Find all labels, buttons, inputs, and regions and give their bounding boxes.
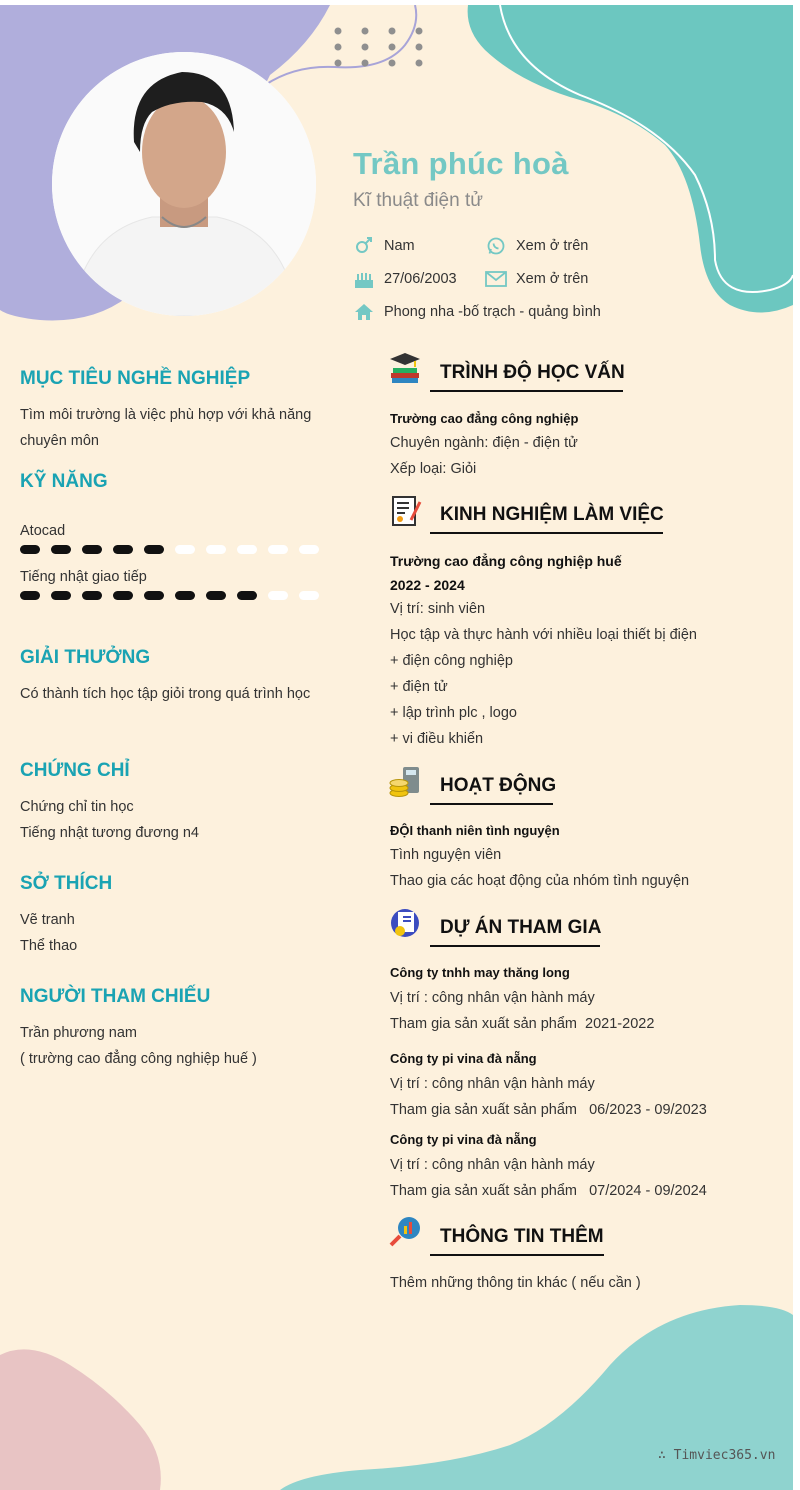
project-company: Công ty tnhh may thăng long: [390, 965, 570, 980]
certificates-heading: CHỨNG CHỈ: [20, 760, 130, 781]
dot-grid-decoration: [330, 25, 430, 75]
education-line: Xếp loại: Giỏi: [390, 461, 477, 477]
chart-search-icon: [389, 1215, 422, 1248]
project-company: Công ty pi vina đà nẵng: [390, 1132, 537, 1147]
reference-name: Trần phương nam: [20, 1025, 138, 1041]
projects-heading: DỰ ÁN THAM GIA: [440, 917, 602, 938]
education-heading: TRÌNH ĐỘ HỌC VẤN: [440, 362, 625, 383]
heading-underline: [430, 390, 623, 392]
education-school: Trường cao đẳng công nghiệp: [390, 411, 579, 426]
skill-dot: [51, 591, 71, 600]
skill-name-autocad: Atocad: [20, 523, 66, 539]
experience-line: + vi điều khiển: [390, 731, 484, 747]
skill-dot: [144, 591, 164, 600]
certificate-item: Chứng chỉ tin học: [20, 799, 134, 815]
hobby-item: Thể thao: [20, 938, 78, 954]
skill-dot: [20, 591, 40, 600]
certificate-item: Tiếng nhật tương đương n4: [20, 825, 199, 841]
skill-dot: [144, 545, 164, 554]
experience-line: + điện tử: [390, 679, 448, 695]
skill-dot-empty: [299, 545, 319, 554]
objective-heading: MỤC TIÊU NGHỀ NGHIỆP: [20, 368, 251, 389]
experience-line: + điện công nghiệp: [390, 653, 513, 669]
address-value: Phong nha -bố trạch - quảng bình: [384, 304, 601, 320]
awards-text: Có thành tích học tập giỏi trong quá trình học: [20, 686, 311, 702]
skill-dot: [113, 545, 133, 554]
skill-dot-empty: [237, 545, 257, 554]
skill-dot-empty: [175, 545, 195, 554]
activities-org: ĐỘI thanh niên tình nguyện: [390, 823, 560, 838]
skill-dot: [113, 591, 133, 600]
job-title: Kĩ thuật điện tử: [353, 190, 483, 211]
awards-heading: GIẢI THƯỞNG: [20, 647, 151, 668]
birthday-value: 27/06/2003: [384, 271, 457, 287]
project-desc: Tham gia sản xuất sản phẩm 06/2023 - 09/2023: [390, 1102, 707, 1118]
activities-line: Thao gia các hoạt động của nhóm tình nguyện: [390, 873, 690, 889]
gender-icon: [353, 236, 375, 256]
mail-icon: [485, 269, 507, 289]
skill-dot: [175, 591, 195, 600]
cake-icon: [353, 269, 375, 289]
hobbies-heading: SỞ THÍCH: [20, 873, 113, 894]
heading-underline: [430, 1254, 604, 1256]
phone-value: Xem ở trên: [516, 238, 589, 254]
experience-company: Trường cao đẳng công nghiệp huế: [390, 553, 622, 569]
project-desc: Tham gia sản xuất sản phẩm 2021-2022: [390, 1016, 655, 1032]
skill-name-japanese: Tiếng nhật giao tiếp: [20, 569, 147, 585]
gender-value: Nam: [384, 238, 415, 254]
candidate-name: Trần phúc hoà: [353, 146, 569, 181]
experience-heading: KINH NGHIỆM LÀM VIỆC: [440, 504, 664, 525]
references-heading: NGƯỜI THAM CHIẾU: [20, 986, 211, 1007]
phone-info: [485, 236, 588, 256]
graduation-books-icon: [389, 351, 422, 384]
watermark: ∴ Timviec365.vn: [658, 1448, 776, 1463]
reference-org: ( trường cao đẳng công nghiệp huế ): [20, 1051, 257, 1067]
project-role: Vị trí : công nhân vận hành máy: [390, 1157, 595, 1173]
skill-dot: [51, 545, 71, 554]
skill-level-autocad: [20, 545, 319, 554]
skill-dot: [237, 591, 257, 600]
coins-calculator-icon: [389, 765, 422, 798]
email-info: [485, 269, 588, 289]
birthday-info: [353, 269, 457, 289]
skill-dot: [82, 545, 102, 554]
project-palette-icon: [389, 907, 422, 940]
document-pen-icon: [389, 494, 422, 527]
address-info: [353, 302, 601, 322]
activities-heading: HOẠT ĐỘNG: [440, 775, 557, 796]
activities-line: Tình nguyện viên: [390, 847, 502, 863]
education-line: Chuyên ngành: điện - điện tử: [390, 435, 578, 451]
skill-dot-empty: [268, 591, 288, 600]
more-info-heading: THÔNG TIN THÊM: [440, 1226, 604, 1247]
experience-period: 2022 - 2024: [390, 577, 465, 593]
project-desc: Tham gia sản xuất sản phẩm 07/2024 - 09/2024: [390, 1183, 707, 1199]
profile-photo: [52, 52, 316, 316]
project-company: Công ty pi vina đà nẵng: [390, 1051, 537, 1066]
experience-line: + lập trình plc , logo: [390, 705, 517, 721]
skill-level-japanese: [20, 591, 319, 600]
skill-dot-empty: [268, 545, 288, 554]
whatsapp-icon: [485, 236, 507, 256]
skills-heading: KỸ NĂNG: [20, 471, 108, 492]
heading-underline: [430, 532, 663, 534]
home-icon: [353, 302, 375, 322]
hobby-item: Vẽ tranh: [20, 912, 75, 928]
skill-dot: [20, 545, 40, 554]
skill-dot: [206, 591, 226, 600]
experience-line: Học tập và thực hành với nhiều loại thiết bị điện: [390, 627, 697, 643]
pink-blob-decoration: [0, 1345, 170, 1490]
gender-info: [353, 236, 415, 256]
more-info-text: Thêm những thông tin khác ( nếu cần ): [390, 1275, 641, 1291]
skill-dot-empty: [206, 545, 226, 554]
email-value: Xem ở trên: [516, 271, 589, 287]
heading-underline: [430, 945, 600, 947]
cv-page: [0, 5, 793, 1490]
project-role: Vị trí : công nhân vận hành máy: [390, 1076, 595, 1092]
heading-underline: [430, 803, 553, 805]
objective-text: Tìm môi trường là việc phù hợp với khả năng chuyên môn: [20, 407, 312, 449]
experience-line: Vị trí: sinh viên: [390, 601, 486, 617]
skill-dot: [82, 591, 102, 600]
skill-dot-empty: [299, 591, 319, 600]
project-role: Vị trí : công nhân vận hành máy: [390, 990, 595, 1006]
